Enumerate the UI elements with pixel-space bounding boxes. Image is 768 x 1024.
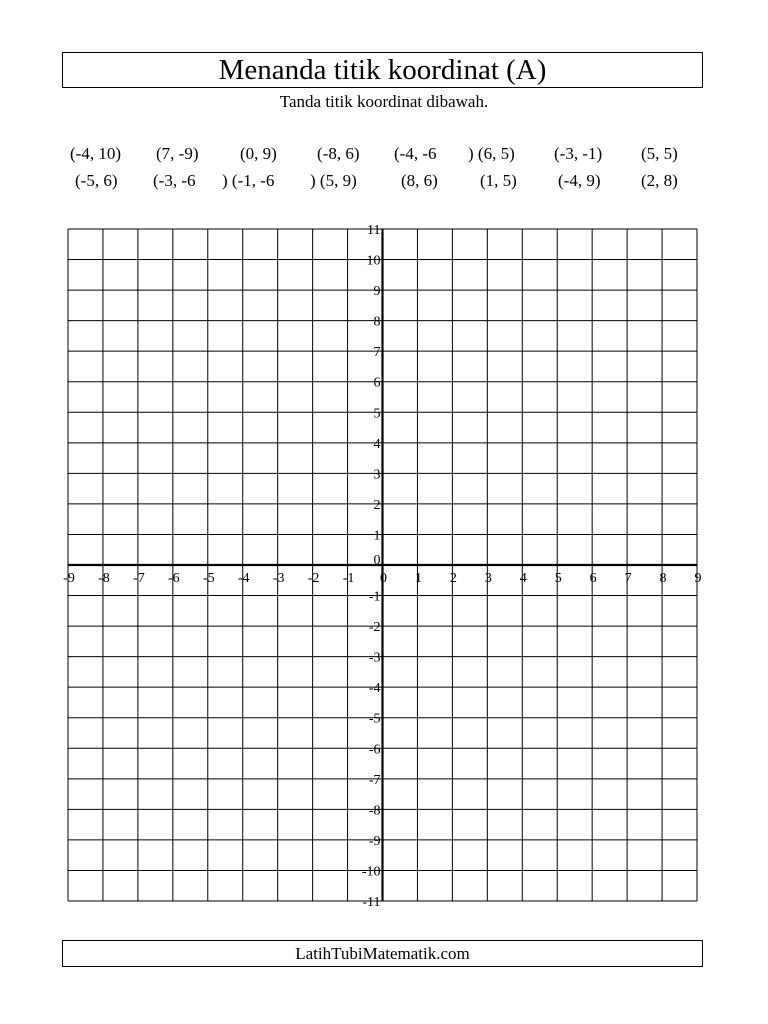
footer-site-name: LatihTubiMatematik.com [295, 943, 470, 963]
x-tick-label: -5 [202, 571, 215, 586]
y-tick-label: -7 [368, 772, 381, 788]
y-tick-label: 4 [373, 436, 381, 452]
x-tick-label: 4 [519, 571, 527, 586]
coordinate-item: (-5, 6) [75, 171, 118, 190]
y-tick-label: 10 [366, 253, 381, 269]
x-tick-label: 2 [449, 571, 457, 586]
x-tick-label: 3 [484, 571, 492, 586]
coordinate-item: (8, 6) [401, 171, 438, 190]
x-tick-label: -2 [307, 571, 320, 586]
x-tick-label: 8 [659, 571, 667, 586]
y-tick-label: 7 [373, 345, 381, 361]
y-tick-label: 1 [373, 528, 381, 544]
x-tick-label: -1 [342, 571, 355, 586]
origin-label: 0 [373, 553, 381, 568]
y-tick-label: 6 [373, 375, 381, 391]
y-tick-label: 3 [373, 467, 381, 483]
coordinate-item: (0, 9) [240, 144, 277, 163]
y-tick-label: -11 [362, 895, 381, 910]
x-tick-label: -7 [133, 571, 145, 586]
y-tick-label: 8 [373, 314, 381, 330]
coordinate-item: (-3, -1) [554, 144, 603, 163]
coordinate-item: (-4, 10) [70, 144, 121, 163]
x-tick-label: 7 [624, 571, 632, 586]
y-tick-label: -3 [368, 650, 381, 666]
y-tick-label: -4 [368, 681, 381, 697]
x-tick-label: 1 [414, 571, 422, 586]
coordinate-item: (-8, 6) [317, 144, 360, 163]
y-tick-label: 2 [373, 497, 381, 513]
coordinate-item: ) (-1, -6 [222, 171, 275, 190]
x-tick-label: 5 [554, 571, 562, 586]
y-tick-label: -6 [368, 742, 381, 758]
x-tick-label: 6 [589, 571, 597, 586]
y-tick-label: -9 [368, 833, 381, 849]
coordinate-item: ) (6, 5) [468, 144, 515, 163]
y-tick-label: -5 [368, 711, 381, 727]
coordinate-item: (-4, -6 [394, 144, 437, 163]
coordinate-item: (7, -9) [156, 144, 199, 163]
coordinate-item: (1, 5) [480, 171, 517, 190]
x-tick-label: -8 [98, 571, 110, 586]
x-tick-label: -9 [63, 571, 75, 586]
worksheet-instructions: Tanda titik koordinat dibawah. [279, 92, 489, 111]
footer-box [62, 940, 703, 967]
coordinate-item: (2, 8) [641, 171, 678, 190]
x-tick-label: 9 [694, 571, 702, 586]
y-tick-label: -2 [368, 620, 381, 636]
y-tick-label: 9 [373, 284, 381, 300]
y-tick-label: 5 [373, 406, 381, 422]
y-tick-label: 11 [367, 223, 381, 238]
x-tick-label: -6 [167, 571, 180, 586]
x-tick-label: 0 [380, 571, 387, 586]
coordinate-item: (-4, 9) [558, 171, 601, 190]
y-tick-label: -8 [368, 803, 381, 819]
coordinate-item: (-3, -6 [153, 171, 196, 190]
worksheet-title: Menanda titik koordinat (A) [218, 53, 547, 86]
coordinate-item: (5, 5) [641, 144, 678, 163]
y-tick-label: -10 [361, 864, 381, 880]
x-tick-label: -3 [272, 571, 285, 586]
coordinate-item: ) (5, 9) [310, 171, 357, 190]
y-tick-label: -1 [368, 589, 381, 605]
x-tick-label: -4 [237, 571, 250, 586]
